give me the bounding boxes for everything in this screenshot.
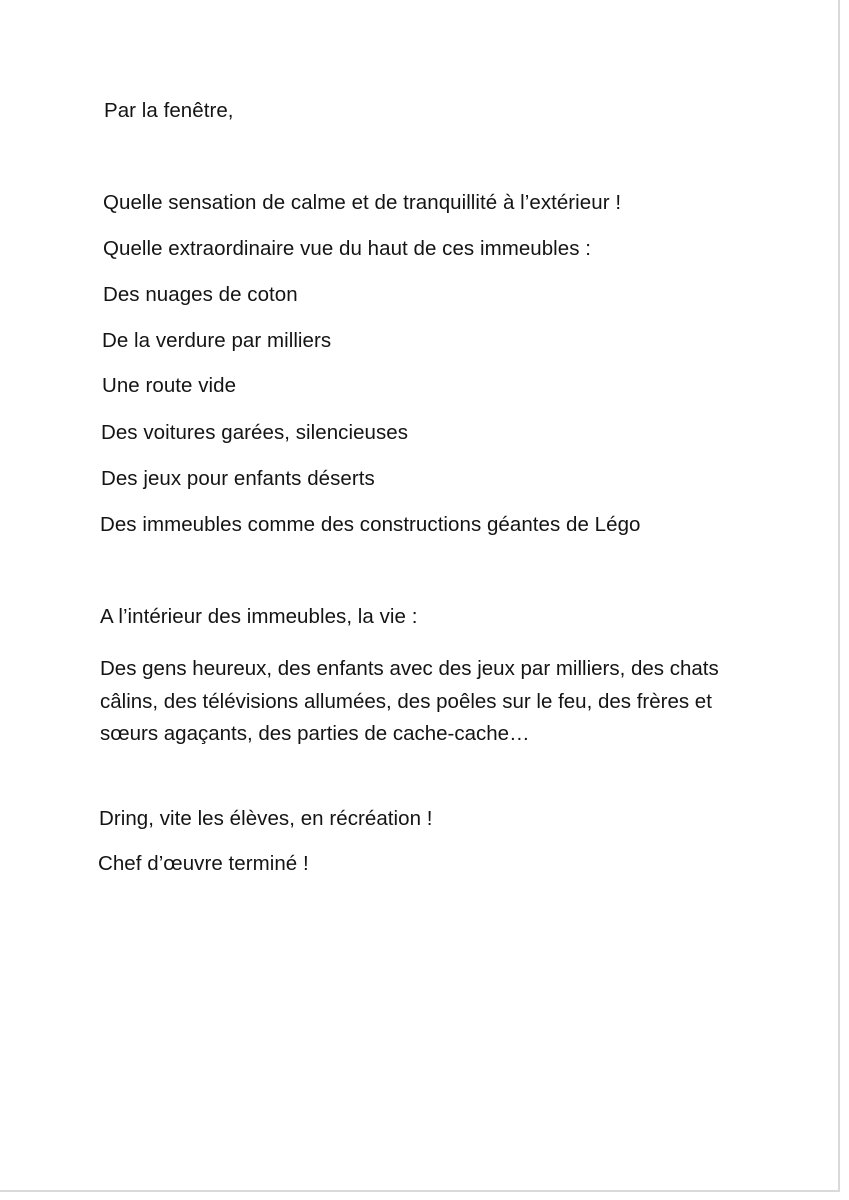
- stanza1-line-3: Des nuages de coton: [103, 283, 298, 306]
- closing-line-2: Chef d’œuvre terminé !: [98, 852, 309, 875]
- stanza1-line-7: Des jeux pour enfants déserts: [101, 467, 375, 490]
- stanza2-intro: A l’intérieur des immeubles, la vie :: [100, 605, 418, 628]
- stanza1-line-1: Quelle sensation de calme et de tranquillité à l’extérieur !: [103, 191, 622, 214]
- stanza1-line-4: De la verdure par milliers: [102, 329, 332, 352]
- stanza1-line-8: Des immeubles comme des constructions géantes de Légo: [100, 513, 641, 536]
- stanza1-line-6: Des voitures garées, silencieuses: [101, 421, 409, 444]
- stanza2-paragraph: Des gens heureux, des enfants avec des jeux par milliers, des chats câlins, des télévisions allumées, des poêles sur le feu, des frères et sœurs agaçants, des parties de cache-cache…: [100, 657, 719, 745]
- page-edge-right: [838, 0, 840, 1192]
- page-edge-bottom: [0, 1190, 840, 1192]
- greeting-line: Par la fenêtre,: [104, 99, 234, 122]
- stanza1-line-2: Quelle extraordinaire vue du haut de ces immeubles :: [103, 237, 592, 260]
- stanza1-line-5: Une route vide: [102, 374, 237, 397]
- closing-line-1: Dring, vite les élèves, en récréation !: [99, 807, 433, 830]
